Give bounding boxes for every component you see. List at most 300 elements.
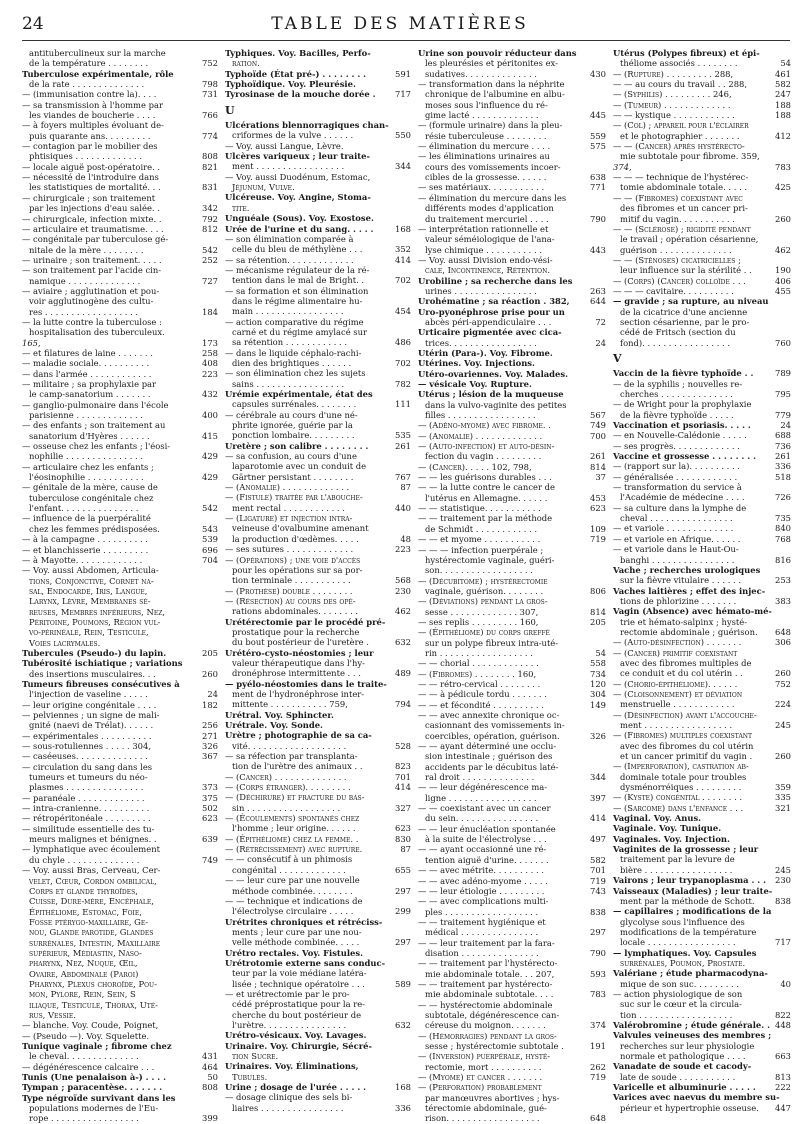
entry-page-number: 717 xyxy=(775,937,791,948)
index-entry xyxy=(613,544,791,554)
entry-page-number: 794 xyxy=(395,699,411,710)
index-entry xyxy=(22,1000,218,1010)
index-entry xyxy=(225,896,411,906)
index-entry xyxy=(225,255,411,265)
index-entry xyxy=(22,751,218,761)
entry-page-number: 623 xyxy=(590,503,606,514)
entry-page-number: 367 xyxy=(202,751,218,762)
entry-text: — ses replis . . . . . . . . . 160, xyxy=(418,616,539,627)
entry-page-number: 663 xyxy=(775,1051,791,1061)
entry-page-number: 486 xyxy=(395,337,411,348)
entry-page-number: 247 xyxy=(775,89,791,100)
entry-text: — expérimentales . . . . . . . . . . xyxy=(22,730,152,741)
index-entry xyxy=(613,286,791,296)
index-entry xyxy=(613,379,791,389)
entry-page-number: 719 xyxy=(590,875,606,886)
entry-page-number: 831 xyxy=(202,182,218,193)
index-entry xyxy=(22,513,218,523)
entry-text: Urobiline ; sa recherche dans les xyxy=(418,275,573,286)
entry-page-number: 429 xyxy=(202,451,218,462)
index-entry xyxy=(225,854,411,864)
entry-text: surrénales, Intestin, Maxillaire xyxy=(29,937,161,948)
index-entry xyxy=(418,182,606,192)
entry-text: ment de l'hydronéphrose inter- xyxy=(232,688,365,699)
index-entry xyxy=(22,276,218,286)
entry-text: mique de son suc. . . . . . . . . xyxy=(620,978,740,989)
entry-text: nitale de la mère . . . . . . . . xyxy=(29,244,144,255)
entry-text: — (Cancer) . . . . . . . . . . . . . . xyxy=(225,771,347,782)
entry-page-number: 321 xyxy=(775,802,791,813)
entry-text: pour les opérations sur sa por- xyxy=(232,564,363,575)
entry-text: celle du bleu de méthylène . . . xyxy=(232,244,363,255)
index-entry xyxy=(225,120,411,130)
index-entry xyxy=(613,948,791,958)
index-entry xyxy=(613,172,791,182)
index-entry xyxy=(225,637,411,647)
entry-text: dominale totale pour troubles xyxy=(620,771,747,782)
entry-text: avec des fibromes multiples de xyxy=(620,657,752,668)
index-entry xyxy=(225,834,411,844)
index-entry xyxy=(225,958,411,968)
index-entry xyxy=(613,886,791,896)
index-entry xyxy=(22,638,218,648)
entry-text: 374, xyxy=(613,161,632,172)
index-entry xyxy=(22,1010,218,1020)
entry-text: chronique de l'albumine en albu- xyxy=(425,89,565,100)
entry-page-number: 24 xyxy=(780,420,791,431)
entry-text: — et variole dans le Haut-Ou- xyxy=(613,544,739,555)
index-entry xyxy=(225,182,411,192)
entry-text: hospitalisation des tuberculeux. xyxy=(29,327,165,338)
entry-text: Tubules. xyxy=(232,1071,268,1082)
entry-text: nou, Glande parotide, Glandes xyxy=(29,927,154,938)
index-entry xyxy=(22,844,218,854)
index-entry xyxy=(613,193,791,203)
index-entry xyxy=(22,700,218,710)
index-entry xyxy=(613,399,791,409)
entry-text: — — (Sclérose) ; rigidité pendant xyxy=(613,223,751,234)
entry-text: l'électrolyse circulaire . . . . . xyxy=(232,906,354,917)
index-entry xyxy=(418,358,606,368)
entry-page-number: 542 xyxy=(202,503,218,514)
entry-text: — articulaire et traumatisme. . . . xyxy=(22,223,164,234)
index-entry xyxy=(613,503,791,513)
index-entry xyxy=(22,710,218,720)
entry-page-number: 453 xyxy=(590,492,606,503)
entry-page-number: 342 xyxy=(202,203,218,214)
entry-text: Urétrale. Voy. Sonde. xyxy=(225,720,323,730)
index-entry xyxy=(613,1041,791,1051)
entry-text: namique . . . . . . . . . . . . . . xyxy=(29,275,141,286)
entry-page-number: 808 xyxy=(202,1082,218,1093)
entry-text: — sa confusion, au cours d'une xyxy=(225,451,357,462)
index-entry xyxy=(225,948,411,958)
index-entry xyxy=(225,730,411,740)
entry-text: — — leur dégénérescence ma- xyxy=(418,782,548,793)
entry-text: — (rapport sur la). . . . . . . . . . xyxy=(613,461,740,472)
entry-text: Larynx, Lèvre, Membranes sé- xyxy=(29,596,151,607)
index-entry xyxy=(418,948,606,958)
entry-text: — des enfants ; son traitement au xyxy=(22,420,166,431)
index-entry xyxy=(22,48,218,58)
entry-page-number: 54 xyxy=(595,647,606,658)
entry-text: — action comparative du régime xyxy=(225,316,364,327)
entry-text: guérison . . . . . . . . . . . . . . xyxy=(620,244,732,255)
index-entry xyxy=(613,658,791,668)
index-column-4 xyxy=(613,48,791,1113)
entry-text: l'enfant. . . . . . . . . . . . . . . xyxy=(29,503,139,514)
entry-text: meurs malignes et bénignes. . xyxy=(29,834,157,845)
entry-page-number: 431 xyxy=(202,1051,218,1062)
index-entry xyxy=(22,182,218,192)
entry-text: Pharynx, Plexus choroïde, Pou- xyxy=(29,978,157,989)
entry-text: Urémie expérimentale, état des xyxy=(225,389,373,399)
index-entry xyxy=(418,224,606,234)
index-entry xyxy=(22,69,218,79)
entry-page-number: 253 xyxy=(775,575,791,586)
index-entry xyxy=(22,1031,218,1041)
index-entry xyxy=(418,1082,606,1092)
entry-page-number: 440 xyxy=(395,502,411,513)
entry-text: Urine son pouvoir réducteur dans xyxy=(418,48,577,58)
entry-text: sains . . . . . . . . . . . . . . . . . xyxy=(232,378,345,389)
entry-text: recherches sur leur physiologie xyxy=(620,1040,755,1051)
index-entry xyxy=(613,224,791,234)
entry-page-number: 336 xyxy=(395,1102,411,1113)
entry-text: — (Cancer) primitif coexistant xyxy=(613,647,738,658)
entry-text: glycolyse sous l'influence des xyxy=(620,916,745,927)
entry-text: valeur thérapeutique dans l'hy- xyxy=(232,657,365,668)
page-header xyxy=(0,0,800,40)
entry-text: Ulcères variqueux ; leur traite- xyxy=(225,151,370,162)
entry-page-number: 812 xyxy=(202,223,218,234)
index-entry xyxy=(22,472,218,482)
entry-text: antituberculineux sur la marche xyxy=(29,48,166,58)
entry-text: — — et fécondité . . . . . . . . . . xyxy=(418,699,544,710)
entry-page-number: 111 xyxy=(395,399,411,410)
index-entry xyxy=(418,451,606,461)
index-entry xyxy=(418,400,606,410)
entry-text: Vaches laitières ; effet des injec- xyxy=(613,585,766,596)
entry-text: — (Épithéliome) chez la femme. . xyxy=(225,833,359,844)
entry-text: Tympan ; paracentèse. . . . . . . xyxy=(22,1082,163,1093)
index-entry xyxy=(418,907,606,917)
index-entry xyxy=(225,1103,411,1113)
index-entry xyxy=(22,793,218,803)
entry-text: dronéphrose intermittente . . . xyxy=(232,668,361,679)
entry-page-number: 336 xyxy=(775,461,791,472)
entry-text: ration. xyxy=(232,58,260,69)
entry-text: Uretère ; son calibre . . . . . . . . xyxy=(225,440,369,451)
entry-text: — congénitale par tuberculose gé- xyxy=(22,234,169,245)
header-rule xyxy=(22,40,790,41)
entry-page-number: 40 xyxy=(780,978,791,989)
entry-text: traitement par la levure de xyxy=(620,854,735,865)
entry-text: — — kystique . . . . . . . . . . . . xyxy=(613,110,735,121)
index-entry xyxy=(418,1093,606,1103)
index-entry xyxy=(418,1051,606,1061)
entry-text: — pyélo-néostomies dans le traite- xyxy=(225,678,387,689)
entry-text: Typhoïde (État pré-) . . . . . . . . xyxy=(225,68,367,79)
entry-text: Ulcérations blennorragiques chan- xyxy=(225,120,389,131)
index-entry xyxy=(613,203,791,213)
entry-page-number: 224 xyxy=(775,699,791,710)
entry-text: rope . . . . . . . . . . . . . . . . . xyxy=(29,1113,139,1124)
index-entry xyxy=(22,120,218,130)
index-entry xyxy=(418,855,606,865)
entry-text: — Voy. aussi Abdomen, Articula- xyxy=(22,565,159,576)
entry-page-number: 412 xyxy=(775,130,791,141)
entry-text: de Schmidt . . . . . . . . . . . . xyxy=(425,523,538,534)
index-entry xyxy=(22,503,218,513)
entry-page-number: 648 xyxy=(775,626,791,637)
index-column-2 xyxy=(225,48,411,1113)
entry-text: — sa transmission à l'homme par xyxy=(22,99,163,110)
index-entry xyxy=(418,151,606,161)
index-entry xyxy=(225,130,411,140)
index-entry xyxy=(613,699,791,709)
index-entry xyxy=(418,338,606,348)
index-entry xyxy=(418,203,606,213)
entry-page-number: 245 xyxy=(775,864,791,875)
entry-page-number: 425 xyxy=(775,182,791,193)
entry-text: — circulation du sang dans les xyxy=(22,761,153,772)
entry-text: — Voy. aussi Duodénum, Estomac, xyxy=(225,171,371,182)
index-entry xyxy=(613,451,791,461)
entry-page-number: 766 xyxy=(202,110,218,121)
entry-text: — — statistique. . . . . . . . . . . xyxy=(418,503,541,514)
entry-text: cherches . . . . . . . . . . . . . . xyxy=(620,389,733,399)
entry-text: ment rectal . . . . . . . . . . . . xyxy=(232,502,345,513)
index-entry xyxy=(22,307,218,317)
index-entry xyxy=(613,741,791,751)
index-entry xyxy=(613,958,791,968)
entry-text: Utérines. Voy. Injections. xyxy=(418,358,535,369)
entry-text: — articulaire chez les enfants ; xyxy=(22,461,154,472)
entry-text: tention dans le mal de Bright. . xyxy=(232,275,365,286)
entry-text: — transformation dans la néphrite xyxy=(418,79,565,90)
entry-text: — sa culture dans la lymphe de xyxy=(613,502,747,513)
index-entry xyxy=(225,658,411,668)
index-entry xyxy=(225,513,411,523)
entry-page-number: 260 xyxy=(202,668,218,679)
entry-page-number: 205 xyxy=(590,616,606,627)
index-entry xyxy=(225,792,411,802)
entry-text: — ganglio-pulmonaire dans l'école xyxy=(22,399,169,410)
entry-text: dans la vulvo-vaginite des petites xyxy=(425,399,567,410)
index-entry xyxy=(225,803,411,813)
entry-page-number: 790 xyxy=(590,947,606,958)
entry-text: — action physiologique de son xyxy=(613,988,743,999)
entry-text: — — rétro-cervical . . . . . . . . xyxy=(418,678,541,689)
entry-page-number: 655 xyxy=(395,864,411,875)
entry-text: tention aiguë d'urine. . . . . . . xyxy=(425,854,549,865)
entry-text: — et variole en Afrique. . . . . . xyxy=(613,533,741,544)
entry-page-number: 734 xyxy=(590,668,606,679)
index-entry xyxy=(418,100,606,110)
entry-page-number: 704 xyxy=(202,554,218,565)
entry-text: — sa réfection par transplanta- xyxy=(225,751,358,762)
index-entry xyxy=(22,420,218,430)
index-entry xyxy=(613,813,791,823)
index-entry xyxy=(613,69,791,79)
entry-text: Vaisseaux (Maladies) ; leur traite- xyxy=(613,885,773,896)
entry-page-number: 528 xyxy=(395,740,411,751)
index-entry xyxy=(22,141,218,151)
entry-text: Cuisse, Dure-mère, Encéphale, xyxy=(29,896,154,907)
entry-page-number: 184 xyxy=(202,306,218,317)
index-entry xyxy=(613,110,791,120)
entry-text: — les éliminations urinaires au xyxy=(418,151,550,162)
index-entry xyxy=(613,772,791,782)
entry-text: Urétéro-cysto-néostomies ; leur xyxy=(225,647,374,658)
entry-text: ce conduit et du col utérin . . xyxy=(620,668,743,679)
entry-page-number: 149 xyxy=(590,699,606,710)
entry-page-number: 48 xyxy=(400,533,411,544)
entry-text: Urticaire pigmentée avec cica- xyxy=(418,327,562,338)
entry-page-number: 688 xyxy=(775,430,791,441)
index-entry xyxy=(418,255,606,265)
entry-text: du traitement mercuriel . . . . xyxy=(425,213,549,224)
entry-text: normale et pathologique . . . . xyxy=(620,1051,746,1061)
index-entry xyxy=(22,782,218,792)
entry-text: filles . . . . . . . . . . . . . . . . . xyxy=(425,410,536,421)
index-entry xyxy=(225,1020,411,1030)
index-entry xyxy=(418,689,606,699)
entry-text: — et urétrectomie par le pro- xyxy=(225,988,350,999)
index-entry xyxy=(225,989,411,999)
index-entry xyxy=(613,937,791,947)
entry-page-number: 50 xyxy=(207,1072,218,1083)
index-entry xyxy=(418,834,606,844)
index-entry xyxy=(22,876,218,886)
index-entry xyxy=(613,296,791,306)
index-entry xyxy=(225,710,411,720)
entry-page-number: 87 xyxy=(400,844,411,855)
index-entry xyxy=(225,503,411,513)
entry-text: — Voy. aussi Langue, Lèvre. xyxy=(225,140,344,151)
entry-text: — (Kyste) congénital . . . . . . . . xyxy=(613,792,743,803)
entry-page-number: 632 xyxy=(395,637,411,648)
entry-text: — (Épithéliome) du corps greffé xyxy=(418,627,550,638)
entry-text: rus, Vessie. xyxy=(29,1009,76,1020)
entry-text: abcès péri-appendiculaire . . . xyxy=(425,316,552,327)
entry-text: — — (Cancer) après hystérecto- xyxy=(613,141,745,152)
entry-text: rectomie, mort . . . . . . . . . . xyxy=(425,1061,542,1072)
index-entry xyxy=(225,161,411,171)
entry-text: — (Tumeur) . . . . . . . . . . . . . xyxy=(613,99,731,110)
index-entry xyxy=(613,420,791,430)
index-entry xyxy=(22,1062,218,1072)
index-entry xyxy=(613,875,791,885)
index-entry xyxy=(22,989,218,999)
entry-text: — et variole . . . . . . . . . . . . . xyxy=(613,523,734,534)
index-entry xyxy=(225,937,411,947)
entry-text: l'éosinophilie . . . . . . . . . . . xyxy=(29,472,144,483)
index-entry xyxy=(225,48,411,58)
entry-text: veineuse d'ovalbumine amenant xyxy=(232,523,369,534)
index-entry xyxy=(22,389,218,399)
index-entry xyxy=(613,276,791,286)
index-entry xyxy=(225,482,411,492)
index-entry xyxy=(22,555,218,565)
entry-text: — (Corps) (Cancer) colloïde . . . xyxy=(613,275,746,286)
entry-text: plasmes . . . . . . . . . . . . . . . xyxy=(29,782,144,793)
index-entry xyxy=(225,575,411,585)
index-entry xyxy=(225,720,411,730)
entry-text: Tubérosité ischiatique ; variations xyxy=(22,658,183,669)
index-entry xyxy=(22,131,218,141)
index-entry xyxy=(418,1010,606,1020)
index-entry xyxy=(22,410,218,420)
entry-page-number: 262 xyxy=(590,1061,606,1072)
index-entry xyxy=(613,1072,791,1082)
index-entry xyxy=(613,854,791,864)
index-entry xyxy=(225,782,411,792)
entry-text: — élimination du mercure dans les xyxy=(418,192,567,203)
entry-text: valeur séméiologique de l'ana- xyxy=(425,234,555,245)
index-entry xyxy=(613,1010,791,1020)
entry-text: — osseuse chez les enfants ; l'éosi- xyxy=(22,441,171,452)
index-entry xyxy=(418,172,606,182)
entry-text: cibles de la grossesse. . . . . . xyxy=(425,172,547,183)
index-entry xyxy=(418,669,606,679)
index-entry xyxy=(225,151,411,161)
entry-text: — cérébrale au cours d'une né- xyxy=(225,409,358,420)
entry-text: tion terminale . . . . . . . . . . . xyxy=(232,575,351,586)
index-entry xyxy=(613,586,791,596)
entry-text: Utéro-ovariennes. Voy. Malades. xyxy=(418,368,568,379)
index-column-3 xyxy=(418,48,606,1124)
index-entry xyxy=(22,493,218,503)
entry-text: Tyrosinase de la mouche dorée . xyxy=(225,89,376,100)
index-entry xyxy=(418,503,606,513)
entry-page-number: 455 xyxy=(775,285,791,296)
entry-page-number: 790 xyxy=(590,213,606,224)
index-entry xyxy=(22,648,218,658)
index-entry xyxy=(225,544,411,554)
index-entry xyxy=(418,969,606,979)
page-title: TABLE DES MATIÈRES xyxy=(271,14,529,34)
index-entry xyxy=(418,844,606,854)
entry-text: — (formule urinaire) dans la pleu- xyxy=(418,120,563,131)
entry-text: — contagion par le mobilier des xyxy=(22,141,158,152)
index-entry xyxy=(22,886,218,896)
entry-text: les viandes de boucherie . . . . xyxy=(29,110,156,121)
entry-page-number: 374 xyxy=(590,1020,606,1031)
index-entry xyxy=(225,275,411,285)
entry-text: Vaccination et psoriasis. . . . . xyxy=(613,420,751,431)
index-entry xyxy=(613,865,791,875)
entry-page-number: 406 xyxy=(775,275,791,286)
entry-text: reuses, Membres inférieurs, Nez, xyxy=(29,606,166,617)
index-entry xyxy=(613,162,791,172)
entry-text: — intra-cranienne. . . . . . . . . . xyxy=(22,803,150,814)
entry-page-number: 593 xyxy=(590,968,606,979)
entry-page-number: 261 xyxy=(775,451,791,462)
entry-page-number: 783 xyxy=(775,161,791,172)
entry-text: — (Rupture) . . . . . . . . . 288, xyxy=(613,68,734,79)
entry-text: U xyxy=(225,103,235,117)
entry-text: — (Cloisonnement) et déviation xyxy=(613,688,743,699)
entry-text: nophilie . . . . . . . . . . . . . . . xyxy=(29,451,144,462)
entry-page-number: 567 xyxy=(590,410,606,421)
entry-text: — (Auto-désinfection) . . . . . . . xyxy=(613,637,742,648)
index-entry xyxy=(613,1061,791,1071)
entry-page-number: 414 xyxy=(590,813,606,824)
entry-page-number: 24 xyxy=(595,337,606,348)
entry-text: — ses matériaux. . . . . . . . . . . xyxy=(418,182,545,193)
